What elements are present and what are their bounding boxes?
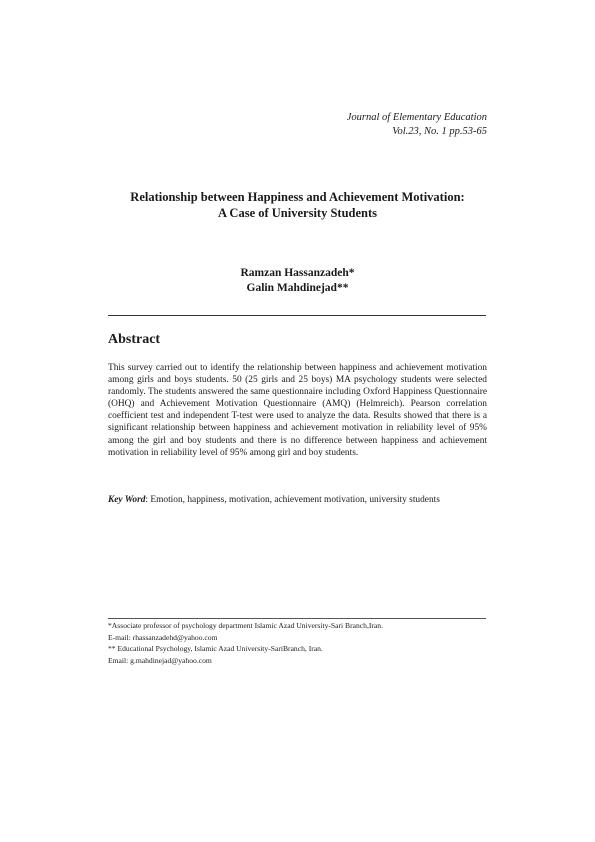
author-list bbox=[0, 266, 595, 295]
journal-header bbox=[347, 111, 487, 139]
keywords bbox=[108, 494, 487, 506]
footnote-2-email: Email: g.mahdinejad@yahoo.com bbox=[108, 655, 212, 665]
journal-volume: Vol.23, No. 1 pp.53-65 bbox=[392, 126, 487, 137]
author-1: Ramzan Hassanzadeh* bbox=[240, 267, 355, 279]
footnotes bbox=[108, 620, 488, 666]
author-2: Galin Mahdinejad** bbox=[246, 281, 349, 294]
title-line-1: Relationship between Happiness and Achievement Motivation: bbox=[130, 190, 465, 204]
title-divider bbox=[108, 315, 486, 316]
footnote-1-email: E-mail: rhassanzadehd@yahoo.com bbox=[108, 632, 218, 642]
footnote-divider bbox=[108, 618, 486, 619]
keywords-text: : Emotion, happiness, motivation, achievement motivation, university students bbox=[145, 495, 440, 505]
title-line-2: A Case of University Students bbox=[217, 206, 378, 220]
footnote-2: ** Educational Psychology, Islamic Azad University-SariBranch, Iran. bbox=[108, 644, 323, 654]
journal-name: Journal of Elementary Education bbox=[346, 112, 487, 123]
keywords-label: Key Word bbox=[108, 495, 146, 505]
abstract-heading: Abstract bbox=[108, 332, 161, 347]
abstract-body: This survey carried out to identify the relationship between happiness and achievement motivation among girls and boys students. 50 (25 girls and 25 boys) MA psychology students were selected randomly. The students answered the same questionnaire including Oxford Happiness Questionnaire (OHQ) and Achievement Motivation Questionnaire (AMQ) (Helmreich). Pearson correlation coefficient test and independent T-test were used to analyze the data. Results showed that there is a significant relationship between happiness and achievement motivation in reliability level of 95% among the girl and boy students and there is no difference between happiness and achievement motivation in reliability level of 95% among girl and boy students. bbox=[108, 363, 487, 458]
footnote-1: *Associate professor of psychology department Islamic Azad University-Sari Branch,Iran. bbox=[108, 621, 383, 630]
paper-title bbox=[0, 189, 595, 221]
